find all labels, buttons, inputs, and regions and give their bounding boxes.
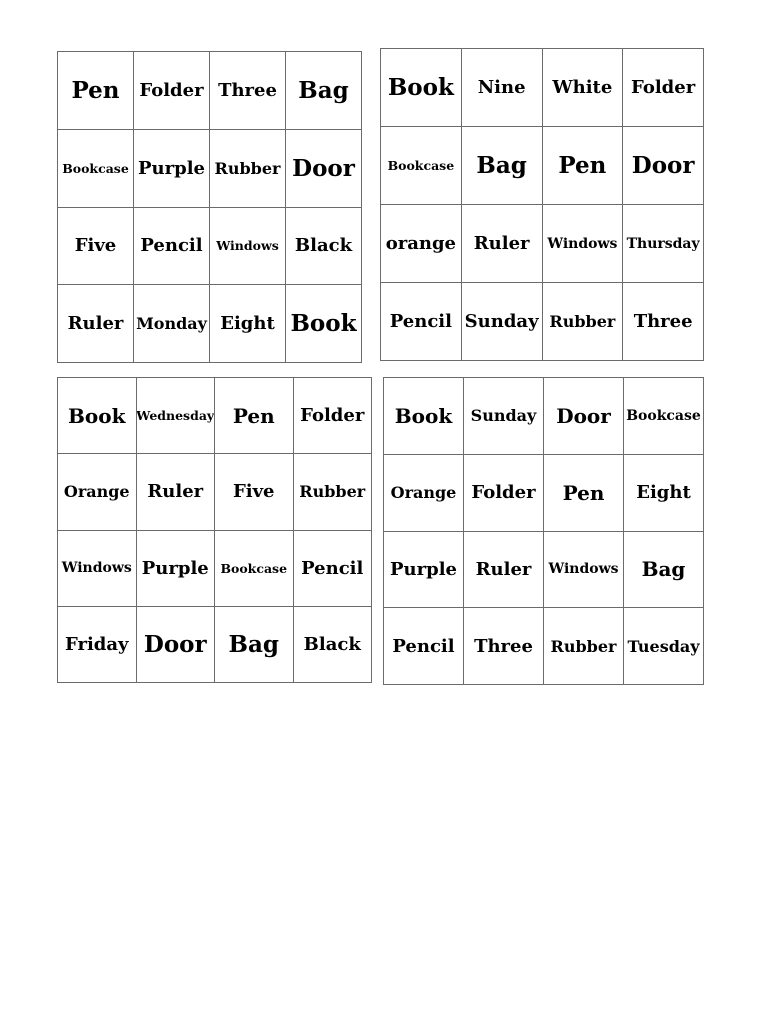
card-cell: Five xyxy=(215,454,294,530)
card-cell: Nine xyxy=(462,49,543,127)
card-cell: Pen xyxy=(544,455,624,532)
card-cell: Windows xyxy=(543,205,624,283)
card-cell: Pen xyxy=(543,127,624,205)
card-cell: Folder xyxy=(134,52,210,130)
card-cell: Three xyxy=(464,608,544,685)
card-cell: Door xyxy=(623,127,704,205)
card-cell: Book xyxy=(286,285,362,363)
card-cell: Ruler xyxy=(58,285,134,363)
card-cell: Windows xyxy=(544,532,624,609)
card-cell: Bookcase xyxy=(58,130,134,208)
card-cell: Door xyxy=(286,130,362,208)
bingo-card-2 xyxy=(380,48,704,361)
card-cell: Purple xyxy=(134,130,210,208)
card-cell: Purple xyxy=(384,532,464,609)
card-cell: Pen xyxy=(215,378,294,454)
card-cell: Sunday xyxy=(462,283,543,361)
card-cell: Bookcase xyxy=(215,531,294,607)
card-cell: Ruler xyxy=(464,532,544,609)
card-cell: Rubber xyxy=(294,454,373,530)
card-cell: Folder xyxy=(623,49,704,127)
card-cell: Bag xyxy=(462,127,543,205)
card-cell: Bookcase xyxy=(381,127,462,205)
card-cell: Orange xyxy=(384,455,464,532)
card-cell: Bag xyxy=(624,532,704,609)
card-cell: Ruler xyxy=(462,205,543,283)
bingo-card-4 xyxy=(383,377,704,685)
card-cell: Three xyxy=(210,52,286,130)
card-cell: Black xyxy=(286,208,362,286)
card-cell: orange xyxy=(381,205,462,283)
card-cell: Eight xyxy=(210,285,286,363)
card-cell: Rubber xyxy=(210,130,286,208)
card-cell: Pencil xyxy=(384,608,464,685)
card-cell: Bag xyxy=(286,52,362,130)
card-cell: Book xyxy=(384,378,464,455)
card-cell: Windows xyxy=(58,531,137,607)
card-cell: Five xyxy=(58,208,134,286)
card-cell: Tuesday xyxy=(624,608,704,685)
card-cell: Three xyxy=(623,283,704,361)
card-cell: Eight xyxy=(624,455,704,532)
card-cell: Sunday xyxy=(464,378,544,455)
card-cell: Windows xyxy=(210,208,286,286)
card-cell: Pencil xyxy=(134,208,210,286)
card-cell: Bookcase xyxy=(624,378,704,455)
card-cell: Book xyxy=(58,378,137,454)
card-cell: Door xyxy=(137,607,216,683)
card-cell: Book xyxy=(381,49,462,127)
card-cell: Bag xyxy=(215,607,294,683)
card-cell: White xyxy=(543,49,624,127)
card-cell: Folder xyxy=(294,378,373,454)
card-cell: Ruler xyxy=(137,454,216,530)
card-cell: Pencil xyxy=(381,283,462,361)
card-cell: Folder xyxy=(464,455,544,532)
card-cell: Pen xyxy=(58,52,134,130)
card-cell: Monday xyxy=(134,285,210,363)
card-cell: Purple xyxy=(137,531,216,607)
card-cell: Orange xyxy=(58,454,137,530)
card-cell: Door xyxy=(544,378,624,455)
bingo-card-3 xyxy=(57,377,372,683)
card-cell: Black xyxy=(294,607,373,683)
card-cell: Friday xyxy=(58,607,137,683)
card-cell: Rubber xyxy=(543,283,624,361)
card-cell: Pencil xyxy=(294,531,373,607)
card-cell: Rubber xyxy=(544,608,624,685)
bingo-card-1 xyxy=(57,51,362,363)
card-cell: Thursday xyxy=(623,205,704,283)
card-cell: Wednesday xyxy=(137,378,216,454)
